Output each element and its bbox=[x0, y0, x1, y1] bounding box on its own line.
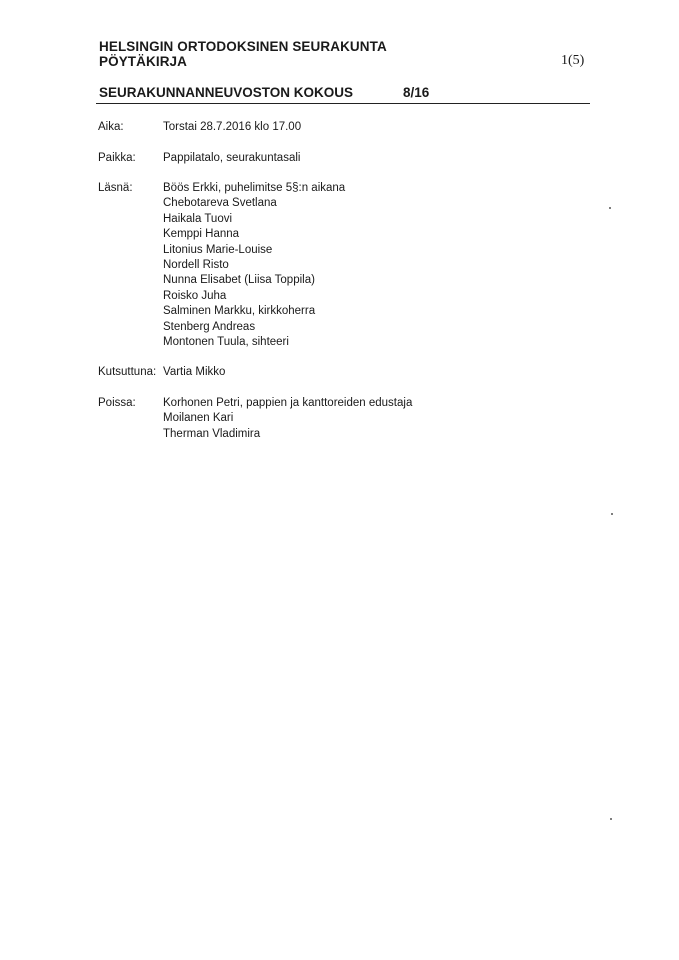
scan-speck bbox=[610, 818, 612, 820]
absentee: Korhonen Petri, pappien ja kanttoreiden edustaja bbox=[163, 397, 413, 409]
kutsuttuna-value: Vartia Mikko bbox=[163, 366, 226, 378]
paikka-label: Paikka: bbox=[98, 152, 136, 164]
aika-value: Torstai 28.7.2016 klo 17.00 bbox=[163, 121, 302, 133]
attendee: Kemppi Hanna bbox=[163, 228, 240, 241]
absentee: Therman Vladimira bbox=[163, 427, 261, 440]
organization-name: HELSINGIN ORTODOKSINEN SEURAKUNTA bbox=[99, 39, 387, 54]
absentee: Moilanen Kari bbox=[163, 412, 234, 425]
scan-speck bbox=[611, 513, 613, 515]
lasna-label: Läsnä: bbox=[98, 182, 133, 194]
attendee: Litonius Marie-Louise bbox=[163, 243, 273, 256]
attendee: Salminen Markku, kirkkoherra bbox=[163, 305, 316, 318]
attendee: Stenberg Andreas bbox=[163, 320, 256, 333]
header-divider bbox=[96, 103, 590, 104]
kutsuttuna-label: Kutsuttuna: bbox=[98, 366, 157, 378]
attendee: Haikala Tuovi bbox=[163, 212, 233, 225]
page-number: 1(5) bbox=[561, 53, 585, 68]
absent-list bbox=[163, 396, 412, 442]
meeting-title: SEURAKUNNANNEUVOSTON KOKOUS bbox=[99, 85, 354, 100]
scan-speck bbox=[609, 207, 611, 209]
attendee: Nordell Risto bbox=[163, 258, 229, 271]
meeting-number: 8/16 bbox=[403, 85, 430, 100]
organization-header bbox=[99, 39, 387, 69]
attendee: Roisko Juha bbox=[163, 289, 227, 302]
attendee-list bbox=[163, 181, 345, 350]
paikka-value: Pappilatalo, seurakuntasali bbox=[163, 152, 301, 164]
document-type: PÖYTÄKIRJA bbox=[99, 54, 188, 69]
attendee: Chebotareva Svetlana bbox=[163, 197, 277, 210]
poissa-label: Poissa: bbox=[98, 397, 136, 409]
attendee: Böös Erkki, puhelimitse 5§:n aikana bbox=[163, 182, 346, 194]
aika-label: Aika: bbox=[98, 121, 124, 133]
attendee: Montonen Tuula, sihteeri bbox=[163, 335, 289, 348]
attendee: Nunna Elisabet (Liisa Toppila) bbox=[163, 274, 315, 287]
